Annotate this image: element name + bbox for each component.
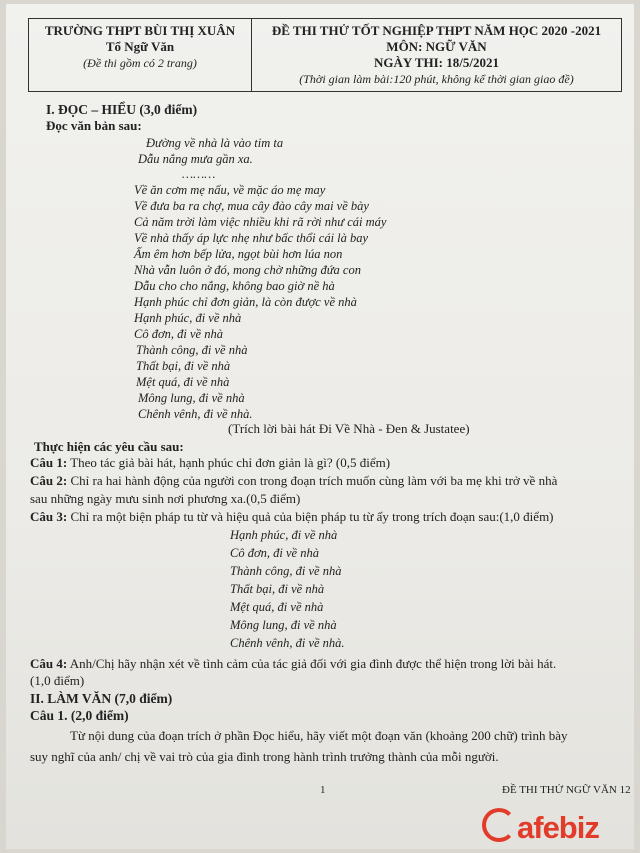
section1-title: I. ĐỌC – HIỂU (3,0 điểm) xyxy=(46,102,198,117)
poem-line: Dẫu cho cho nắng, không bao giờ nề hà xyxy=(134,279,335,293)
excerpt-line: Cô đơn, đi về nhà xyxy=(230,546,319,560)
exam-date: NGÀY THI: 18/5/2021 xyxy=(374,55,499,70)
poem-line: Đường về nhà là vào tim ta xyxy=(146,136,284,150)
poem-line: Chênh vênh, đi về nhà. xyxy=(138,407,253,421)
poem-line: Hạnh phúc, đi về nhà xyxy=(134,311,242,325)
group-name: Tổ Ngữ Văn xyxy=(105,39,175,54)
poem-line: Về đưa ba ra chợ, mua cây đào cây mai về bày xyxy=(134,199,369,213)
poem-line: Dẫu nắng mưa gần xa. xyxy=(138,152,253,166)
school-name: TRƯỜNG THPT BÙI THỊ XUÂN xyxy=(44,23,236,38)
poem-line: Về ăn cơm mẹ nấu, về mặc áo mẹ may xyxy=(134,183,326,197)
section2-question-1-title: Câu 1. (2,0 điểm) xyxy=(30,708,129,723)
question-1 xyxy=(30,455,390,471)
section2-question-1-text: Từ nội dung của đoạn trích ở phần Đọc hiểu, hãy viết một đoạn văn (khoảng 200 chữ) trình bày xyxy=(70,728,568,743)
cafebiz-logo-text: afebiz xyxy=(517,810,599,845)
section1-instruction: Đọc văn bản sau: xyxy=(46,118,142,133)
question-3-label: Câu 3: xyxy=(30,509,68,524)
question-4 xyxy=(30,656,556,672)
footer-label: ĐỀ THI THỬ NGỮ VĂN 12 xyxy=(502,784,631,796)
question-4-label: Câu 4: xyxy=(30,656,68,671)
excerpt-line: Hạnh phúc, đi về nhà xyxy=(230,528,338,542)
poem-line: Ấm êm hơn bếp lửa, ngọt bùi hơn lúa non xyxy=(134,247,343,261)
page-number: 1 xyxy=(320,784,326,796)
cafebiz-watermark xyxy=(482,808,599,846)
tasks-title: Thực hiện các yêu cầu sau: xyxy=(34,439,184,454)
question-2-continued: sau những ngày mưu sinh nơi phương xa.(0,5 điểm) xyxy=(30,491,301,506)
poem-line: ……… xyxy=(182,167,216,181)
question-4-continued: (1,0 điểm) xyxy=(30,673,85,688)
poem-line: Hạnh phúc chỉ đơn giản, là còn được về nhà xyxy=(134,295,357,309)
poem-line: Cả năm trời làm việc nhiều khi rã rời như cái máy xyxy=(134,215,387,229)
exam-header xyxy=(28,18,622,92)
exam-time-note: (Thời gian làm bài:120 phút, không kể thời gian giao đề) xyxy=(299,72,574,86)
excerpt-line: Mệt quá, đi về nhà xyxy=(230,600,324,614)
excerpt-line: Chênh vênh, đi về nhà. xyxy=(230,636,345,650)
question-2-label: Câu 2: xyxy=(30,473,68,488)
question-2 xyxy=(30,473,557,489)
question-3 xyxy=(30,509,554,525)
poem-line: Mệt quá, đi về nhà xyxy=(136,375,230,389)
exam-subject: MÔN: NGỮ VĂN xyxy=(386,39,487,54)
poem-line: Mông lung, đi về nhà xyxy=(138,391,245,405)
question-1-label: Câu 1: xyxy=(30,455,68,470)
cafebiz-logo-icon xyxy=(482,808,516,842)
exam-paper xyxy=(6,4,634,849)
poem-line: Thành công, đi về nhà xyxy=(136,343,248,357)
excerpt-line: Thành công, đi về nhà xyxy=(230,564,342,578)
section2-question-1-continued: suy nghĩ của anh/ chị về vai trò của gia đình trong hành trình trưởng thành của mỗi người. xyxy=(30,749,499,764)
question-4-text: Anh/Chị hãy nhận xét về tình cảm của tác giả đối với gia đình được thể hiện trong lời bài hát. xyxy=(69,656,557,671)
poem-line: Cô đơn, đi về nhà xyxy=(134,327,223,341)
header-exam-cell xyxy=(252,19,621,91)
poem-line: Nhà vẫn luôn ở đó, mong chờ những đứa con xyxy=(134,263,361,277)
header-school-cell xyxy=(29,19,252,91)
poem-source: (Trích lời bài hát Đi Về Nhà - Đen & Justatee) xyxy=(228,421,470,436)
pages-note: (Đề thi gồm có 2 trang) xyxy=(83,56,197,70)
excerpt-line: Thất bại, đi về nhà xyxy=(230,582,325,596)
exam-title: ĐỀ THI THỬ TỐT NGHIỆP THPT NĂM HỌC 2020 -2021 xyxy=(271,23,602,38)
poem-line: Về nhà thấy áp lực nhẹ như bấc thổi cái là bay xyxy=(134,231,369,245)
question-3-text: Chỉ ra một biện pháp tu từ và hiệu quả của biện pháp tu từ ấy trong trích đoạn sau:(1,0 điểm) xyxy=(70,509,554,524)
question-1-text: Theo tác giả bài hát, hạnh phúc chỉ đơn giản là gì? (0,5 điểm) xyxy=(70,455,391,470)
excerpt-line: Mông lung, đi về nhà xyxy=(230,618,337,632)
poem-line: Thất bại, đi về nhà xyxy=(136,359,231,373)
question-2-text: Chỉ ra hai hành động của người con trong đoạn trích muốn cùng làm với ba mẹ khi trở về nhà xyxy=(70,473,558,488)
section2-title: II. LÀM VĂN (7,0 điểm) xyxy=(30,691,173,706)
